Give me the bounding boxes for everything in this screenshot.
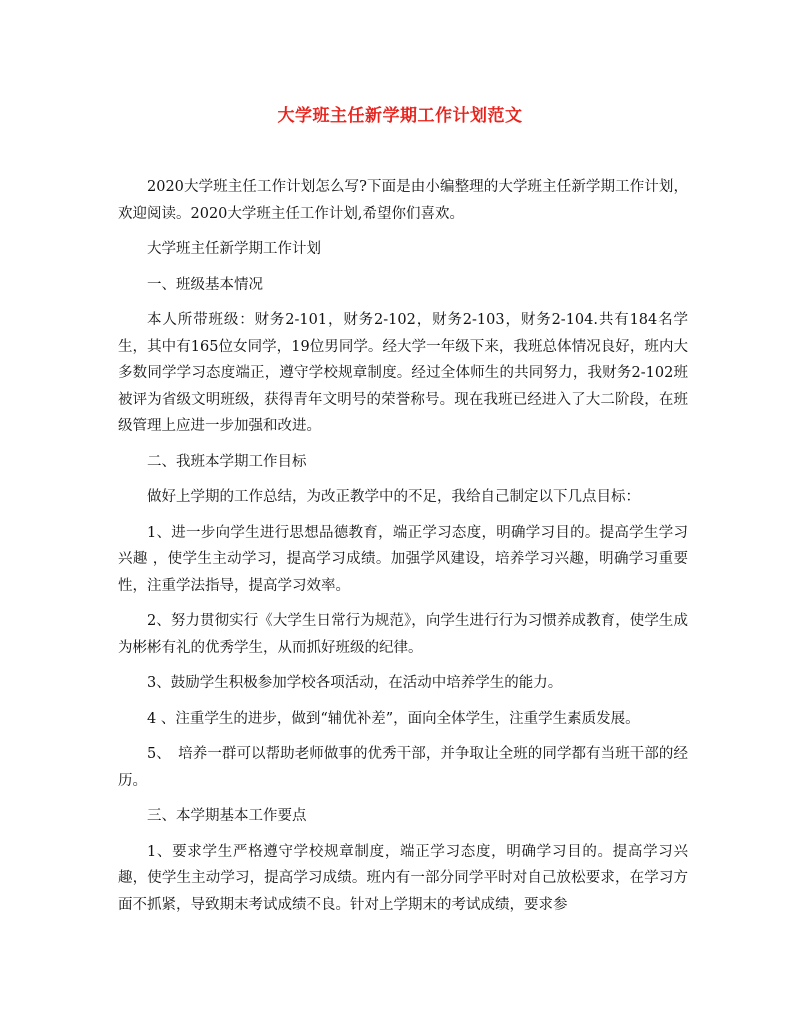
document-title: 大学班主任新学期工作计划范文 (277, 106, 523, 126)
work-point-1: 1、要求学生严格遵守学校规章制度，端正学习态度，明确学习目的。提高学习兴趣，使学生主动学习，提高学习成绩。班内有一部分同学平时对自己放松要求，在学习方面不抓紧，导致期末考试成绩不良。针对上学期末的考试成绩，要求参 (118, 843, 688, 913)
section-heading-3: 三、本学期基本工作要点 (147, 808, 307, 824)
goal-item-4: 4 、注重学生的进步，做到“辅优补差”，面向全体学生，注重学生素质发展。 (147, 710, 640, 727)
paragraph-class-info: 本人所带班级：财务2-101，财务2-102，财务2-103，财务2-104.共有184名学生，其中有165位女同学，19位男同学。经大学一年级下来，我班总体情况良好，班内大多数同学学习态度端正，遵守学校规章制度。经过全体师生的共同努力，我财务2-102班被评为省级文明班级，获得青年文明号的荣誉称号。现在我班已经进入了大二阶段，在班级管理上应进一步加强和改进。 (118, 312, 688, 434)
goal-item-5: 5、 培养一群可以帮助老师做事的优秀干部，并争取让全班的同学都有当班干部的经历。 (118, 746, 688, 789)
paragraph-intro: 2020大学班主任工作计划怎么写?下面是由小编整理的大学班主任新学期工作计划，欢迎阅读。2020大学班主任工作计划,希望你们喜欢。 (118, 179, 688, 222)
goal-item-3: 3、鼓励学生积极参加学校各项活动，在活动中培养学生的能力。 (147, 675, 563, 691)
document-body (118, 174, 688, 927)
paragraph-goals-intro: 做好上学期的工作总结，为改正教学中的不足，我给自己制定以下几点目标： (147, 489, 640, 505)
paragraph-subtitle: 大学班主任新学期工作计划 (147, 241, 321, 257)
section-heading-2: 二、我班本学期工作目标 (147, 453, 307, 470)
goal-item-1: 1、进一步向学生进行思想品德教育，端正学习态度，明确学习目的。提高学生学习兴趣 ，使学生主动学习，提高学习成绩。加强学风建设，培养学习兴趣，明确学习重要性，注重学法指导，提高学习效率。 (118, 524, 688, 594)
goal-item-2: 2、努力贯彻实行《大学生日常行为规范》，向学生进行行为习惯养成教育，使学生成为彬彬有礼的优秀学生，从而抓好班级的纪律。 (118, 613, 688, 656)
section-heading-1: 一、班级基本情况 (147, 276, 263, 293)
